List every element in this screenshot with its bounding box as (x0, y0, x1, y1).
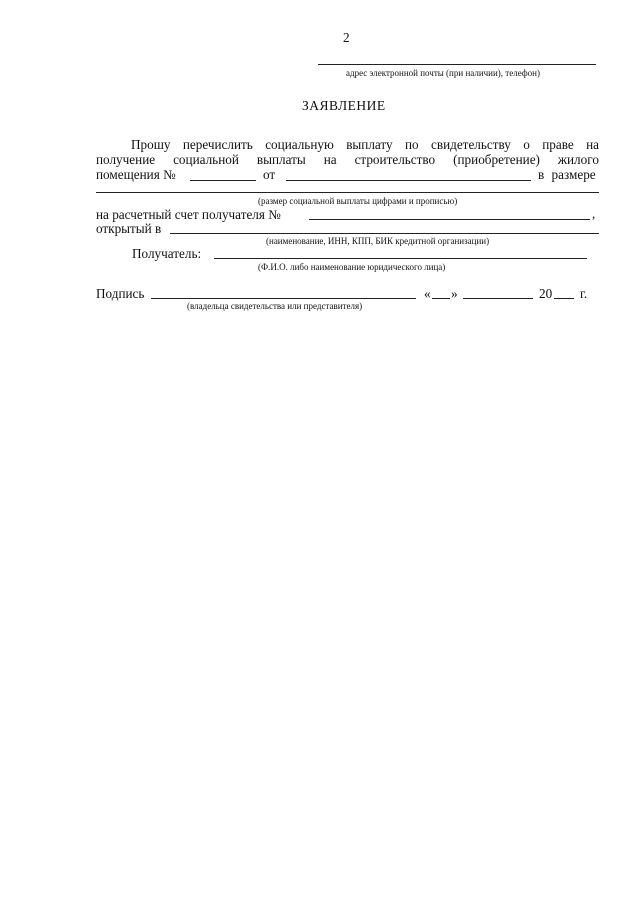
account-comma: , (592, 206, 596, 221)
word: выплату (346, 137, 393, 152)
account-label: на расчетный счет получателя № (96, 207, 281, 222)
word: праве (542, 137, 574, 152)
account-number-field[interactable] (309, 219, 590, 220)
word: получение (96, 152, 156, 167)
year-field[interactable] (554, 298, 574, 299)
word: социальной (173, 152, 239, 167)
contact-line (318, 64, 596, 65)
year-suffix: г. (580, 286, 588, 301)
word: перечислить (182, 137, 253, 152)
amount-field[interactable] (96, 192, 599, 193)
bank-field[interactable] (170, 233, 599, 234)
word: выплаты (256, 152, 306, 167)
word: свидетельству (430, 137, 511, 152)
word: на (586, 137, 599, 152)
word: жилого (557, 152, 599, 167)
document-title: ЗАЯВЛЕНИЕ (302, 98, 386, 113)
date-quote-close: » (451, 286, 458, 301)
premises-number-label: помещения № (96, 167, 176, 182)
word: (приобретение) (453, 152, 540, 167)
signature-label: Подпись (96, 286, 145, 301)
contact-caption: адрес электронной почты (при наличии), телефон) (346, 68, 540, 78)
word: на (323, 152, 337, 167)
recipient-label: Получатель: (132, 246, 202, 261)
bank-caption: (наименование, ИНН, КПП, БИК кредитной организации) (266, 236, 490, 246)
opened-in-label: открытый в (96, 221, 162, 236)
amount-label: в размере (538, 167, 596, 182)
word: строительство (354, 152, 436, 167)
year-prefix: 20 (539, 286, 553, 301)
premises-number-field[interactable] (190, 180, 256, 181)
paragraph-line-1 (131, 137, 599, 153)
month-field[interactable] (463, 298, 533, 299)
date-from-field[interactable] (286, 180, 531, 181)
page-number: 2 (343, 30, 350, 45)
amount-caption: (размер социальной выплаты цифрами и прописью) (258, 196, 458, 206)
date-from-label: от (263, 167, 276, 182)
signature-field[interactable] (151, 298, 416, 299)
signature-caption: (владельца свидетельства или представителя) (187, 301, 363, 311)
date-quote-open: « (424, 286, 431, 301)
recipient-field[interactable] (214, 258, 587, 259)
paragraph-line-2 (96, 152, 599, 168)
recipient-caption: (Ф.И.О. либо наименование юридического лица) (258, 262, 446, 272)
word: по (404, 137, 419, 152)
word: о (523, 137, 530, 152)
word: социальную (265, 137, 334, 152)
word: Прошу (131, 137, 171, 152)
day-field[interactable] (432, 298, 450, 299)
